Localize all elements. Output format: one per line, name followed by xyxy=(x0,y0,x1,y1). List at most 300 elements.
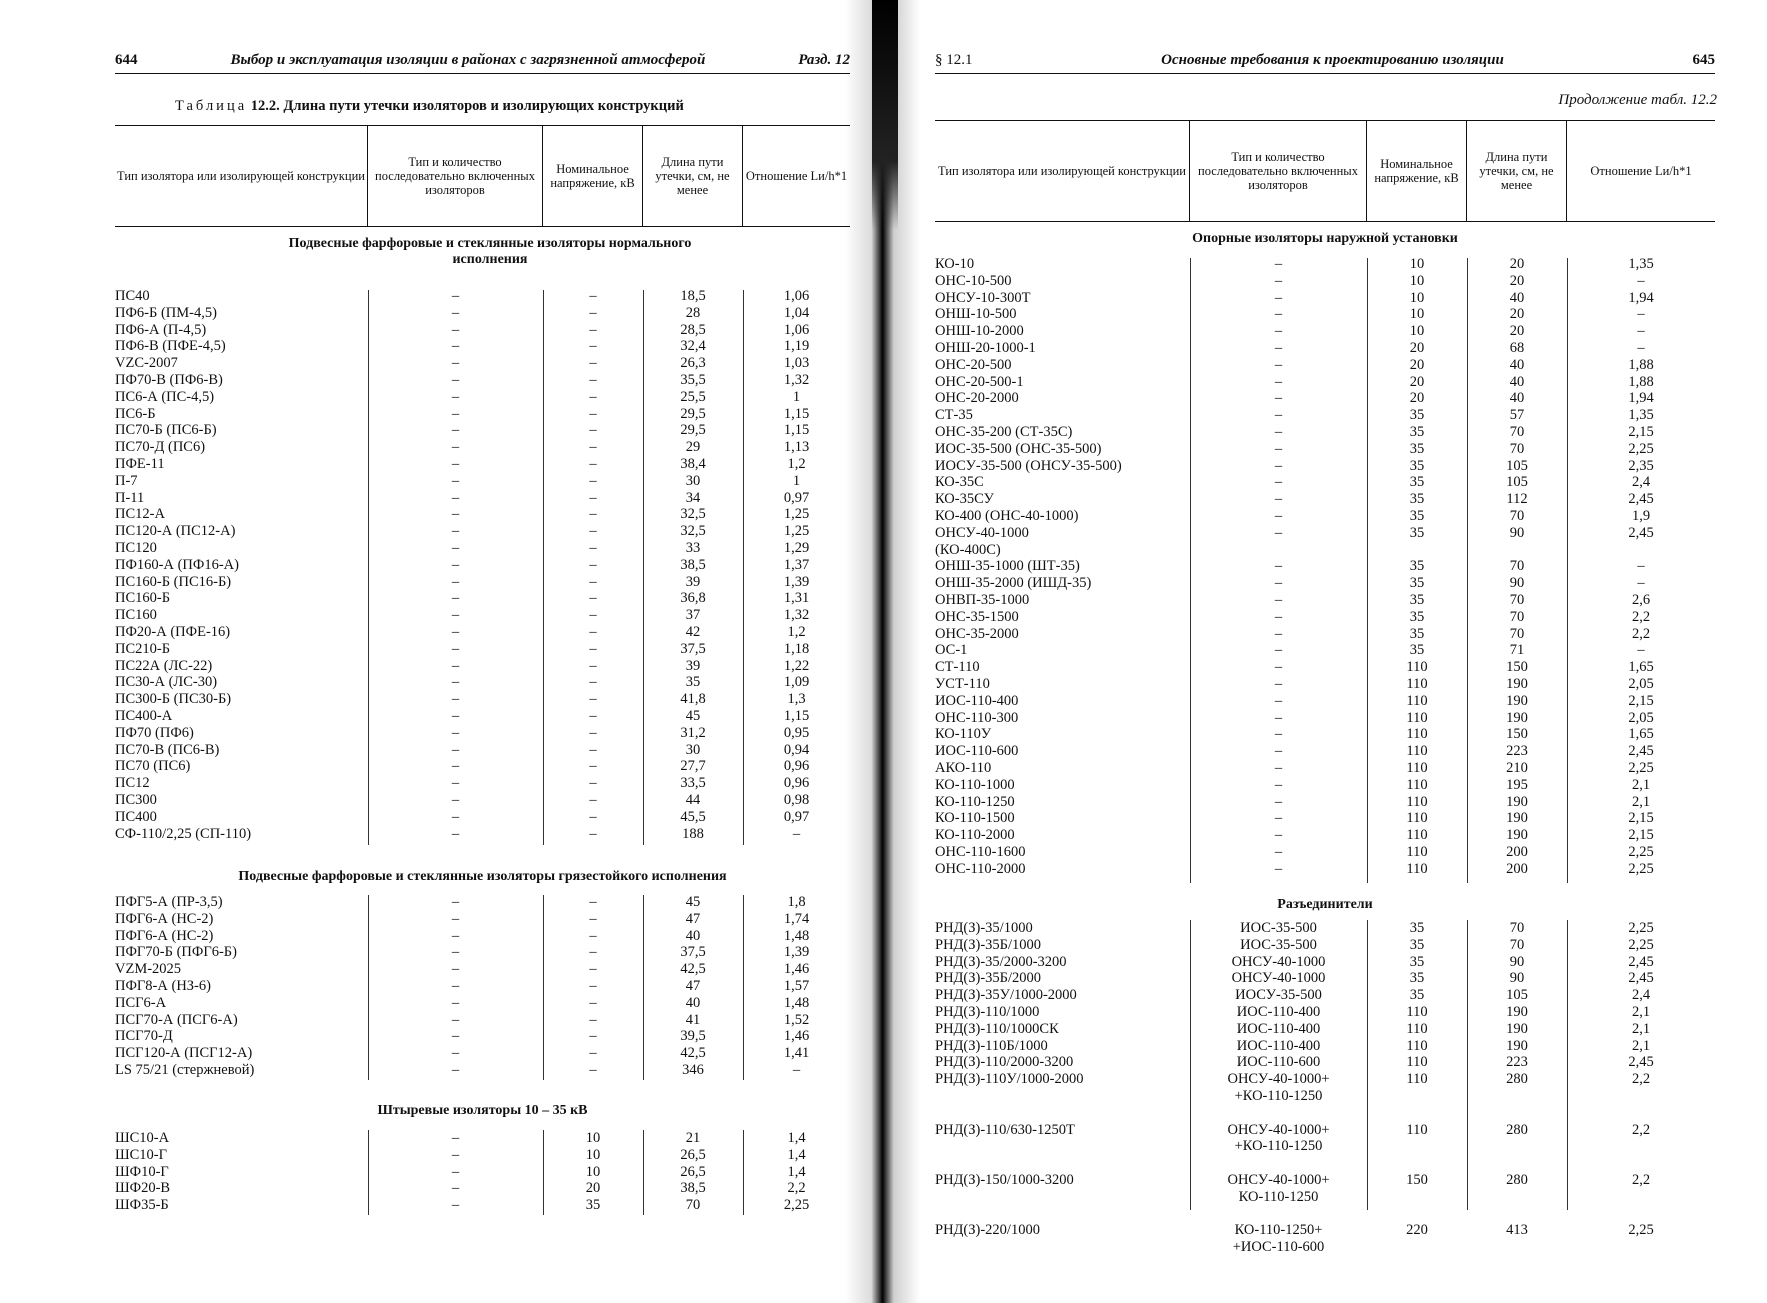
cell-ratio: 1,25 xyxy=(783,506,810,523)
cell-voltage: 110 xyxy=(1406,726,1428,743)
cell-voltage: 110 xyxy=(1406,827,1428,844)
table-row xyxy=(935,491,1715,508)
cell-series-config: ИОС-35-500 xyxy=(1240,936,1317,953)
table-row xyxy=(115,607,850,624)
cell-series-config xyxy=(1190,1206,1367,1223)
table-row xyxy=(935,1222,1715,1239)
cell-ratio: 0,96 xyxy=(783,758,810,775)
cell-series-config: – xyxy=(451,657,460,674)
right-page xyxy=(900,0,1767,1303)
cell-series-config: – xyxy=(451,961,460,978)
table-row xyxy=(115,355,850,372)
cell-ratio: 0,94 xyxy=(783,741,810,758)
cell-voltage: – xyxy=(589,961,597,978)
cell-ratio: 1,2 xyxy=(787,455,806,472)
table-row xyxy=(935,642,1715,659)
cell-voltage xyxy=(1367,1138,1467,1155)
cell-ratio: 2,25 xyxy=(1628,1222,1654,1239)
column-rule xyxy=(643,1130,644,1215)
cell-insulator-type: ОС-1 xyxy=(935,642,968,659)
table-label: Таблица xyxy=(175,98,248,114)
cell-insulator-type: КО-110У xyxy=(935,726,992,743)
cell-series-config: – xyxy=(451,808,460,825)
table-row xyxy=(935,424,1715,441)
table-row xyxy=(935,1189,1715,1206)
cell-insulator-type: ПС210-Б xyxy=(115,640,171,657)
table-row xyxy=(115,338,850,355)
cell-voltage: 35 xyxy=(1409,591,1425,608)
cell-voltage: 10 xyxy=(1409,256,1425,272)
cell-leakage-length: 45 xyxy=(685,707,701,724)
cell-ratio: 1,88 xyxy=(1628,356,1654,373)
cell-ratio xyxy=(1567,1088,1715,1105)
col-header-series: Тип и количество последовательно включенных изоляторов xyxy=(1190,121,1367,221)
cell-leakage-length: 42,5 xyxy=(680,961,706,978)
cell-ratio xyxy=(1567,1138,1715,1155)
cell-ratio: 2,2 xyxy=(1631,1171,1651,1188)
cell-insulator-type: УСТ-110 xyxy=(935,675,990,692)
cell-series-config: – xyxy=(451,894,460,910)
cell-ratio: 0,95 xyxy=(783,724,810,741)
cell-series-config: – xyxy=(451,1061,460,1078)
cell-voltage xyxy=(1367,1105,1467,1122)
cell-insulator-type: ОНШ-20-1000-1 xyxy=(935,339,1036,356)
cell-insulator-type: VZC-2007 xyxy=(115,355,178,372)
cell-insulator-type: ОНС-20-2000 xyxy=(935,390,1019,407)
cell-ratio xyxy=(1567,1189,1715,1206)
table-row xyxy=(115,439,850,456)
cell-series-config: – xyxy=(451,691,460,708)
table-row xyxy=(935,726,1715,743)
right-table-header xyxy=(935,120,1715,222)
cell-voltage: 35 xyxy=(1409,491,1425,508)
column-rule xyxy=(543,895,544,1080)
cell-series-config: – xyxy=(1274,659,1283,676)
cell-ratio: 1,32 xyxy=(783,607,810,624)
cell-insulator-type xyxy=(935,1239,1190,1256)
cell-series-config: ОНСУ-40-1000 xyxy=(1231,970,1326,987)
cell-series-config: – xyxy=(1274,860,1283,877)
cell-ratio: – xyxy=(792,1061,801,1078)
cell-leakage-length: 200 xyxy=(1506,843,1528,860)
right-page-number: 645 xyxy=(1692,52,1715,68)
table-row xyxy=(115,742,850,759)
table-row xyxy=(115,473,850,490)
cell-series-config: – xyxy=(1274,256,1283,272)
col-header-ratio: Отношение Lи/h*1 xyxy=(745,169,848,183)
cell-series-config: – xyxy=(1274,558,1283,575)
cell-ratio: 1 xyxy=(792,472,801,489)
cell-ratio: 2,15 xyxy=(1628,423,1654,440)
cell-leakage-length: 32,5 xyxy=(680,506,706,523)
cell-insulator-type: АКО-110 xyxy=(935,759,992,776)
cell-leakage-length xyxy=(1467,1138,1567,1155)
cell-series-config: ИОС-35-500 xyxy=(1240,920,1317,936)
cell-insulator-type: ОНШ-35-2000 (ИШД-35) xyxy=(935,575,1092,592)
cell-leakage-length: 18,5 xyxy=(680,288,706,304)
cell-voltage: – xyxy=(589,523,597,540)
cell-series-config: – xyxy=(1274,743,1283,760)
cell-leakage-length: 40 xyxy=(1509,390,1525,407)
cell-voltage: 10 xyxy=(1409,306,1425,323)
cell-voltage: 35 xyxy=(1409,440,1425,457)
cell-insulator-type: ПС70 (ПС6) xyxy=(115,758,191,775)
cell-series-config: ИОС-110-400 xyxy=(1236,1020,1321,1037)
cell-voltage: 10 xyxy=(585,1146,601,1163)
cell-insulator-type: П-7 xyxy=(115,472,138,489)
cell-ratio: 1,65 xyxy=(1628,659,1654,676)
cell-voltage: 20 xyxy=(1409,356,1425,373)
table-row xyxy=(935,306,1715,323)
cell-leakage-length xyxy=(1467,1206,1567,1223)
left-page xyxy=(0,0,870,1303)
table-row xyxy=(115,792,850,809)
col-header-leakage: Длина пути утечки, см, не менее xyxy=(643,126,743,226)
cell-series-config: – xyxy=(451,405,460,422)
cell-voltage: 35 xyxy=(1409,642,1425,659)
cell-ratio: 2,2 xyxy=(1631,1071,1651,1088)
cell-ratio: 2,1 xyxy=(1631,1037,1651,1054)
cell-insulator-type: ПС30-А (ЛС-30) xyxy=(115,674,218,691)
cell-series-config xyxy=(1190,542,1367,559)
table-row xyxy=(935,777,1715,794)
right-section-rows xyxy=(935,256,1715,877)
table-row xyxy=(115,978,850,995)
cell-ratio: 2,25 xyxy=(1628,759,1654,776)
cell-ratio: 1,48 xyxy=(783,994,810,1011)
cell-leakage-length: 90 xyxy=(1509,575,1525,592)
cell-ratio: 1,4 xyxy=(787,1130,806,1146)
cell-ratio: 1,41 xyxy=(783,1045,810,1062)
cell-leakage-length: 32,4 xyxy=(680,338,706,355)
cell-series-config: – xyxy=(1274,524,1283,541)
left-running-head xyxy=(115,52,850,74)
table-row xyxy=(935,609,1715,626)
cell-ratio xyxy=(1567,1239,1715,1256)
cell-series-config: – xyxy=(451,422,460,439)
cell-series-config: – xyxy=(1274,759,1283,776)
cell-insulator-type: ПС70-Б (ПС6-Б) xyxy=(115,422,217,439)
left-table-header xyxy=(115,125,850,227)
cell-leakage-length: 41 xyxy=(685,1011,701,1028)
table-row xyxy=(115,758,850,775)
cell-ratio: 1,94 xyxy=(1628,289,1654,306)
cell-series-config: – xyxy=(451,707,460,724)
cell-ratio: – xyxy=(1637,272,1645,289)
cell-ratio: 1,39 xyxy=(783,573,810,590)
cell-insulator-type: ОНСУ-40-1000 xyxy=(935,524,1029,541)
cell-voltage: – xyxy=(589,506,597,523)
cell-leakage-length: 39 xyxy=(685,573,701,590)
table-continuation-label: Продолжение табл. 12.2 xyxy=(1558,92,1717,108)
table-row xyxy=(935,1206,1715,1223)
cell-leakage-length: 190 xyxy=(1506,1003,1528,1020)
table-row xyxy=(935,743,1715,760)
cell-insulator-type: ПСГ70-А (ПСГ6-А) xyxy=(115,1011,238,1028)
cell-insulator-type: РНД(З)-110Б/1000 xyxy=(935,1037,1048,1054)
table-row xyxy=(935,407,1715,424)
cell-leakage-length: 26,5 xyxy=(680,1163,706,1180)
cell-series-config: – xyxy=(1274,339,1283,356)
table-row xyxy=(115,775,850,792)
cell-voltage: 20 xyxy=(1409,390,1425,407)
cell-leakage-length: 223 xyxy=(1506,743,1528,760)
cell-ratio: 1,37 xyxy=(783,556,810,573)
cell-series-config: +КО-110-1250 xyxy=(1234,1138,1323,1155)
cell-leakage-length: 57 xyxy=(1509,407,1525,424)
cell-leakage-length: 346 xyxy=(682,1061,704,1078)
cell-ratio: – xyxy=(1637,306,1645,323)
cell-ratio: 2,2 xyxy=(1631,1121,1651,1138)
cell-leakage-length: 40 xyxy=(685,927,701,944)
cell-leakage-length: 190 xyxy=(1506,675,1528,692)
cell-insulator-type: ОНС-35-200 (СТ-35С) xyxy=(935,423,1073,440)
cell-leakage-length: 223 xyxy=(1506,1054,1528,1071)
cell-ratio: 1,65 xyxy=(1628,726,1654,743)
cell-ratio: 2,4 xyxy=(1631,987,1651,1004)
cell-series-config: – xyxy=(451,994,460,1011)
col-header-type: Тип изолятора или изолирующей конструкции xyxy=(115,126,368,226)
cell-voltage: 110 xyxy=(1406,843,1428,860)
cell-voltage: 110 xyxy=(1406,860,1428,877)
cell-leakage-length: 37,5 xyxy=(680,640,706,657)
cell-series-config: – xyxy=(451,1011,460,1028)
cell-insulator-type: ПС40 xyxy=(115,288,150,304)
cell-ratio: 1,31 xyxy=(783,590,810,607)
table-row xyxy=(115,506,850,523)
table-row xyxy=(115,691,850,708)
table-row xyxy=(935,693,1715,710)
cell-ratio: 1,15 xyxy=(783,707,810,724)
cell-insulator-type: ПСГ120-А (ПСГ12-А) xyxy=(115,1045,253,1062)
table-row xyxy=(115,490,850,507)
cell-insulator-type: ПС400 xyxy=(115,808,157,825)
cell-voltage: – xyxy=(589,422,597,439)
cell-leakage-length: 20 xyxy=(1509,272,1525,289)
cell-voltage: 110 xyxy=(1406,692,1428,709)
cell-leakage-length: 42,5 xyxy=(680,1045,706,1062)
cell-ratio: 1,25 xyxy=(783,523,810,540)
cell-voltage: – xyxy=(589,405,597,422)
cell-series-config: – xyxy=(1274,272,1283,289)
cell-ratio: 1,4 xyxy=(787,1163,806,1180)
section-title: Опорные изоляторы наружной установки xyxy=(1192,231,1458,246)
cell-series-config: – xyxy=(451,573,460,590)
cell-series-config: ОНСУ-40-1000+ xyxy=(1227,1121,1330,1138)
cell-series-config: – xyxy=(451,1028,460,1045)
cell-insulator-type: КО-400 (ОНС-40-1000) xyxy=(935,507,1079,524)
table-row xyxy=(935,542,1715,559)
cell-ratio: 1,88 xyxy=(1628,373,1654,390)
cell-voltage xyxy=(1367,1155,1467,1172)
cell-leakage-length: 35,5 xyxy=(680,371,706,388)
cell-series-config xyxy=(1190,1155,1367,1172)
cell-voltage: 110 xyxy=(1406,810,1428,827)
cell-voltage: – xyxy=(589,623,597,640)
cell-series-config: – xyxy=(1274,356,1283,373)
cell-insulator-type: VZM-2025 xyxy=(115,961,182,978)
cell-leakage-length: 27,7 xyxy=(680,758,706,775)
column-rule xyxy=(643,290,644,845)
table-row xyxy=(935,374,1715,391)
cell-series-config: – xyxy=(1274,390,1283,407)
cell-voltage: 110 xyxy=(1406,776,1428,793)
cell-ratio xyxy=(1567,542,1715,559)
table-row xyxy=(115,961,850,978)
cell-series-config: – xyxy=(1274,474,1283,491)
cell-leakage-length: 32,5 xyxy=(680,523,706,540)
table-row xyxy=(935,592,1715,609)
cell-voltage: – xyxy=(589,977,597,994)
table-row xyxy=(935,290,1715,307)
left-section-rows xyxy=(115,1130,850,1214)
section-title: Штыревые изоляторы 10 – 35 кВ xyxy=(377,1103,588,1118)
table-row xyxy=(935,390,1715,407)
cell-leakage-length: 190 xyxy=(1506,692,1528,709)
cell-series-config: КО-110-1250+ xyxy=(1234,1222,1323,1239)
cell-insulator-type: ПС120-А (ПС12-А) xyxy=(115,523,236,540)
cell-ratio: 1,29 xyxy=(783,539,810,556)
cell-ratio: 1,48 xyxy=(783,927,810,944)
cell-ratio: 2,05 xyxy=(1628,675,1654,692)
cell-ratio: 1,04 xyxy=(783,304,810,321)
cell-leakage-length: 150 xyxy=(1506,726,1528,743)
cell-leakage-length: 190 xyxy=(1506,793,1528,810)
cell-insulator-type: ПФГ6-А (НС-2) xyxy=(115,927,214,944)
cell-insulator-type: РНД(З)-35/2000-3200 xyxy=(935,953,1067,970)
cell-series-config: – xyxy=(451,1163,460,1180)
cell-leakage-length: 105 xyxy=(1506,474,1528,491)
cell-ratio: 2,05 xyxy=(1628,709,1654,726)
table-row xyxy=(115,406,850,423)
cell-ratio: 2,1 xyxy=(1631,1003,1651,1020)
cell-insulator-type: ПФЕ-11 xyxy=(115,455,165,472)
cell-voltage: – xyxy=(589,288,597,304)
cell-series-config: – xyxy=(451,1045,460,1062)
column-rule xyxy=(643,895,644,1080)
cell-ratio: 2,2 xyxy=(1631,608,1651,625)
cell-insulator-type: ИОС-110-400 xyxy=(935,692,1019,709)
column-rule xyxy=(368,290,369,845)
cell-series-config: – xyxy=(1274,827,1283,844)
cell-insulator-type: КО-35С xyxy=(935,474,984,491)
column-rule xyxy=(368,895,369,1080)
table-row xyxy=(935,256,1715,273)
cell-series-config: – xyxy=(1274,591,1283,608)
cell-series-config: – xyxy=(451,455,460,472)
cell-leakage-length: 105 xyxy=(1506,987,1528,1004)
table-row xyxy=(115,1062,850,1079)
cell-leakage-length: 70 xyxy=(1509,920,1525,936)
cell-voltage xyxy=(1367,542,1467,559)
cell-ratio: – xyxy=(1637,642,1645,659)
cell-ratio: 2,15 xyxy=(1628,810,1654,827)
cell-voltage: 10 xyxy=(1409,272,1425,289)
cell-voltage: 35 xyxy=(1409,507,1425,524)
cell-voltage: – xyxy=(589,894,597,910)
cell-leakage-length: 47 xyxy=(685,910,701,927)
cell-leakage-length: 68 xyxy=(1509,339,1525,356)
cell-voltage: 35 xyxy=(1409,920,1425,936)
cell-leakage-length: 70 xyxy=(1509,936,1525,953)
cell-series-config: +КО-110-1250 xyxy=(1234,1087,1323,1104)
column-rule xyxy=(1367,258,1368,883)
col-header-voltage: Номинальное напряжение, кВ xyxy=(1367,121,1467,221)
cell-voltage: 110 xyxy=(1406,675,1428,692)
cell-leakage-length: 40 xyxy=(1509,289,1525,306)
table-row xyxy=(935,794,1715,811)
cell-insulator-type: ПФГ8-А (НЗ-6) xyxy=(115,977,211,994)
cell-leakage-length: 29,5 xyxy=(680,422,706,439)
cell-leakage-length: 190 xyxy=(1506,1037,1528,1054)
cell-ratio: 2,15 xyxy=(1628,827,1654,844)
cell-voltage: – xyxy=(589,944,597,961)
cell-leakage-length: 29,5 xyxy=(680,405,706,422)
cell-leakage-length: 41,8 xyxy=(680,691,706,708)
cell-ratio: 2,25 xyxy=(1628,843,1654,860)
cell-series-config: КО-110-1250 xyxy=(1238,1188,1319,1205)
cell-ratio: 1,15 xyxy=(783,422,810,439)
cell-insulator-type: РНД(З)-35Б/1000 xyxy=(935,936,1042,953)
table-row xyxy=(115,322,850,339)
table-row xyxy=(935,659,1715,676)
cell-leakage-length: 20 xyxy=(1509,256,1525,272)
cell-series-config: – xyxy=(1274,776,1283,793)
column-rule xyxy=(543,290,544,845)
cell-insulator-type: ПС300 xyxy=(115,791,157,808)
cell-ratio: – xyxy=(1637,558,1645,575)
cell-series-config: – xyxy=(1274,625,1283,642)
cell-voltage: – xyxy=(589,724,597,741)
cell-voltage: – xyxy=(589,994,597,1011)
table-row xyxy=(115,1012,850,1029)
cell-leakage-length: 39 xyxy=(685,657,701,674)
table-row xyxy=(115,372,850,389)
cell-leakage-length: 90 xyxy=(1509,953,1525,970)
cell-series-config: – xyxy=(1274,843,1283,860)
cell-ratio: 0,98 xyxy=(783,791,810,808)
cell-ratio: – xyxy=(792,825,801,842)
cell-ratio: 1,03 xyxy=(783,355,810,372)
cell-insulator-type: ШФ35-Б xyxy=(115,1197,169,1214)
cell-ratio: 1,18 xyxy=(783,640,810,657)
cell-voltage: – xyxy=(589,758,597,775)
cell-voltage: 35 xyxy=(1409,558,1425,575)
left-running-head-title: Выбор и эксплуатация изоляции в районах с загрязненной атмосферой xyxy=(230,52,706,68)
cell-voltage: 35 xyxy=(1409,987,1425,1004)
table-row xyxy=(115,1164,850,1181)
cell-insulator-type: ПС120 xyxy=(115,539,157,556)
cell-leakage-length: 20 xyxy=(1509,323,1525,340)
cell-voltage: 220 xyxy=(1406,1222,1428,1239)
cell-voltage: – xyxy=(589,808,597,825)
cell-series-config: – xyxy=(1274,642,1283,659)
cell-ratio: 2,25 xyxy=(1628,920,1654,936)
table-row xyxy=(115,288,850,305)
cell-series-config: – xyxy=(451,791,460,808)
table-row xyxy=(115,456,850,473)
cell-ratio: 2,25 xyxy=(1628,440,1654,457)
cell-voltage: 10 xyxy=(585,1163,601,1180)
cell-voltage: – xyxy=(589,691,597,708)
cell-voltage: 20 xyxy=(1409,373,1425,390)
cell-voltage: – xyxy=(589,775,597,792)
cell-insulator-type: СТ-110 xyxy=(935,659,980,676)
cell-ratio: – xyxy=(1637,339,1645,356)
table-row xyxy=(115,911,850,928)
cell-series-config: ОНСУ-40-1000+ xyxy=(1227,1071,1330,1088)
cell-leakage-length: 280 xyxy=(1506,1171,1528,1188)
